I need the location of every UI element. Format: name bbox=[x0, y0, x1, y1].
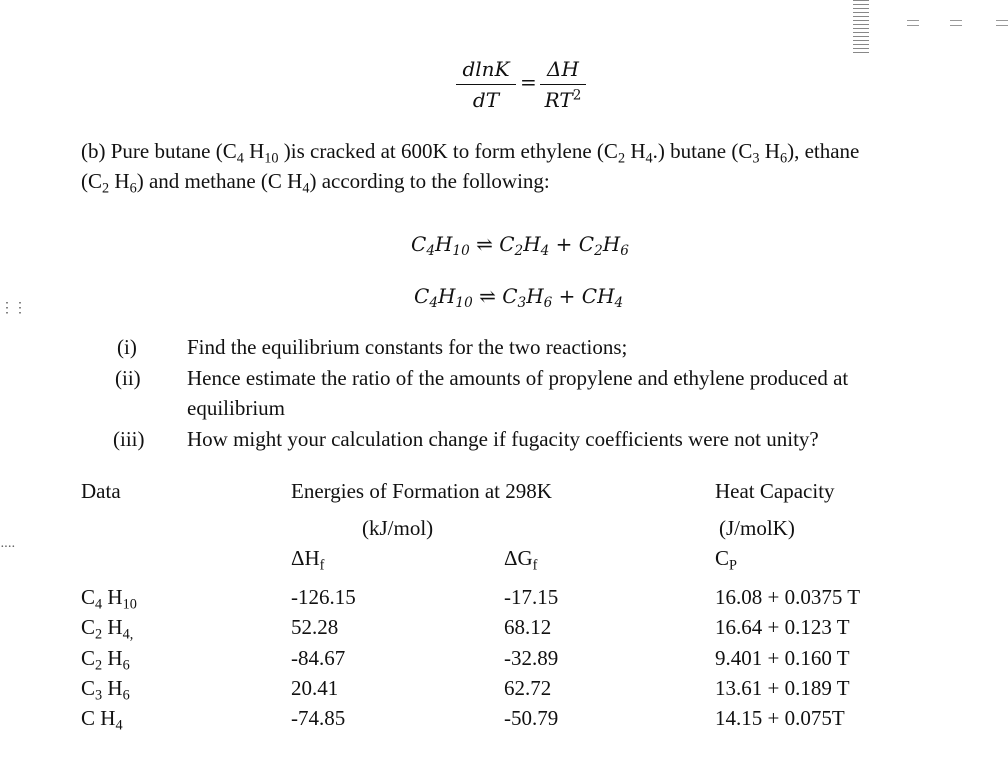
table-cell-dhf: -84.67 bbox=[291, 646, 346, 670]
table-cell-dgf: -17.15 bbox=[504, 585, 559, 609]
table-cell-dgf: -50.79 bbox=[504, 706, 559, 730]
table-cell-dgf: 68.12 bbox=[504, 615, 552, 639]
energies-units: (kJ/mol) bbox=[362, 516, 434, 540]
table-cell-dhf: -126.15 bbox=[291, 585, 356, 609]
margin-dots: ⋮⋮ bbox=[0, 301, 26, 316]
table-row-formula: $C_2$ $H_6$ bbox=[81, 646, 130, 674]
lhs-fraction bbox=[456, 56, 516, 113]
equilibrium-arrow: ⇌ bbox=[479, 284, 496, 308]
margin-dots: ···· bbox=[0, 540, 15, 555]
table-cell-cp: 13.61 + 0.189 T bbox=[715, 676, 850, 700]
rhs-numerator: ΔH bbox=[547, 57, 579, 81]
question-text: Hence estimate the ratio of the amounts of propylene and ethylene produced at bbox=[187, 366, 849, 390]
table-row-formula: C $H_4$ bbox=[81, 706, 123, 734]
table-cell-dhf: 20.41 bbox=[291, 676, 339, 700]
reaction-2: $C_4H_{10}$ ⇌ $C_3H_6 + CH_4$ bbox=[414, 284, 624, 312]
table-cell-dgf: -32.89 bbox=[504, 646, 559, 670]
table-cell-dgf: 62.72 bbox=[504, 676, 552, 700]
question-text-cont: equilibrium bbox=[187, 396, 285, 420]
col-header-cp: $C_P$ bbox=[715, 546, 737, 574]
question-number: (i) bbox=[117, 335, 137, 359]
energies-header: Energies of Formation at 298K bbox=[291, 479, 552, 503]
lhs-denominator: dT bbox=[472, 88, 500, 112]
question-number: (iii) bbox=[113, 427, 145, 451]
rhs-denominator: $RT^2$ bbox=[544, 87, 582, 112]
col-header-dgf: $\Delta G_f$ bbox=[504, 546, 538, 574]
data-label: Data bbox=[81, 479, 121, 503]
table-row-formula: $C_4$ $H_{10}$ bbox=[81, 585, 137, 613]
table-cell-cp: 14.15 + 0.075T bbox=[715, 706, 845, 730]
question-text: How might your calculation change if fugacity coefficients were not unity? bbox=[187, 427, 819, 451]
heat-capacity-header: Heat Capacity bbox=[715, 479, 835, 503]
equilibrium-arrow: ⇌ bbox=[476, 232, 493, 256]
heat-capacity-units: (J/molK) bbox=[719, 516, 795, 540]
dash-mark bbox=[996, 20, 1008, 26]
part-b-line-2: ($C_2$ $H_6$) and methane (C $H_4$) according to the following: bbox=[81, 169, 550, 197]
table-row-formula: $C_3$ $H_6$ bbox=[81, 676, 130, 704]
question-text: Find the equilibrium constants for the two reactions; bbox=[187, 335, 628, 359]
part-b-line-1: (b) Pure butane ($C_4$ $H_{10}$ )is cracked at 600K to form ethylene ($C_2$ $H_4$.) butane ($C_3$ $H_6$), ethane bbox=[81, 139, 860, 167]
lhs-numerator: dlnK bbox=[462, 57, 510, 81]
col-header-dhf: $\Delta H_f$ bbox=[291, 546, 325, 574]
table-cell-dhf: -74.85 bbox=[291, 706, 346, 730]
dash-mark bbox=[950, 20, 962, 26]
dash-mark bbox=[907, 20, 919, 26]
reaction-1: $C_4H_{10}$ ⇌ $C_2H_4 + C_2H_6$ bbox=[411, 232, 629, 260]
table-cell-cp: 9.401 + 0.160 T bbox=[715, 646, 850, 670]
equals-sign: = bbox=[520, 70, 537, 94]
rhs-fraction bbox=[540, 56, 586, 113]
table-cell-dhf: 52.28 bbox=[291, 615, 339, 639]
ruler-marks bbox=[853, 0, 869, 58]
table-row-formula: $C_2$ $H_{4,}$ bbox=[81, 615, 134, 643]
question-number: (ii) bbox=[115, 366, 141, 390]
table-cell-cp: 16.64 + 0.123 T bbox=[715, 615, 850, 639]
table-cell-cp: 16.08 + 0.0375 T bbox=[715, 585, 861, 609]
